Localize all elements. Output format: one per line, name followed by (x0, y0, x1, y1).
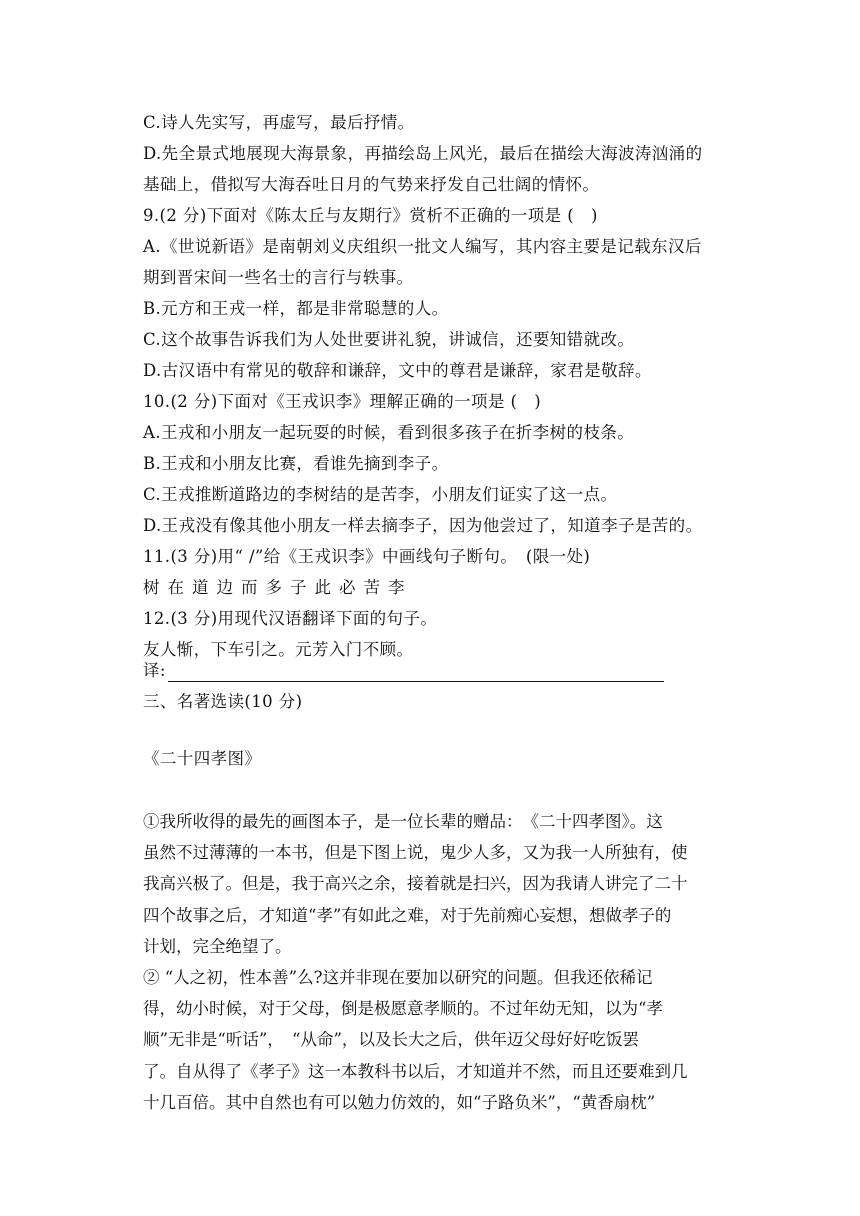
paragraph-line: 计划，完全绝望了。 (143, 936, 292, 956)
paragraph-line: 十几百倍。其中自然也有可以勉力仿效的，如“子路负米”，“黄香扇枕” (143, 1092, 656, 1112)
q10-option-d: D.王戎没有像其他小朋友一样去摘李子，因为他尝过了，知道李子是苦的。 (143, 516, 703, 535)
q9-stem: 9.(2 分)下面对《陈太丘与友期行》赏析不正确的一项是 ( ) (143, 206, 598, 225)
paragraph-line: 我高兴极了。但是，我于高兴之余，接着就是扫兴，因为我请人讲完了二十 (143, 874, 688, 894)
q8-option-d-line1: D.先全景式地展现大海景象，再描绘岛上风光，最后在描绘大海波涛汹涌的 (143, 144, 703, 163)
paragraph-line: 顺”无非是“听话”， “从命”，以及长大之后，供年迈父母好好吃饭罢 (143, 1030, 639, 1050)
section3-title: 三、名著选读(10 分) (143, 692, 303, 711)
q10-option-a: A.王戎和小朋友一起玩耍的时候，看到很多孩子在折李树的枝条。 (143, 423, 635, 442)
q9-option-b: B.元方和王戎一样，都是非常聪慧的人。 (143, 299, 449, 318)
paragraph-line: 虽然不过薄薄的一本书，但是下图上说，鬼少人多，又为我一人所独有，使 (143, 843, 688, 863)
paragraph-line: 了。自从得了《孝子》这一本教科书以后，才知道并不然，而且还要难到几 (143, 1061, 688, 1081)
q8-option-d-line2: 基础上，借拟写大海吞吐日月的气势来抒发自己壮阔的情怀。 (143, 175, 600, 194)
q10-stem: 10.(2 分)下面对《王戎识李》理解正确的一项是 ( ) (143, 392, 542, 411)
q9-option-a-line2: 期到晋宋间一些名士的言行与轶事。 (143, 268, 414, 287)
q12-answer-blank[interactable] (168, 663, 664, 682)
paragraph-line: ①我所收得的最先的画图本子，是一位长辈的赠品： 《二十四孝图》。这 (143, 812, 663, 831)
q11-sentence: 树在道边而多子此必苦李 (143, 578, 413, 597)
paragraph-line: 得，幼小时候，对于父母，倒是极愿意孝顺的。不过年幼无知，以为“孝 (143, 999, 663, 1019)
q10-option-b: B.王戎和小朋友比赛，看谁先摘到李子。 (143, 454, 449, 473)
q12-sentence: 友人惭，下车引之。元芳入门不顾。 (143, 640, 414, 659)
reading-title: 《二十四孝图》 (143, 749, 262, 768)
reading-paragraph-2 (143, 962, 728, 1118)
q9-option-a-line1: A.《世说新语》是南朝刘义庆组织一批文人编写，其内容主要是记载东汉后 (143, 237, 702, 256)
q12-answer-row (143, 660, 728, 682)
paragraph-line: ② “人之初，性本善”么?这并非现在要加以研究的问题。但我还依稀记 (143, 968, 653, 987)
q11-stem: 11.(3 分)用“ /”给《王戎识李》中画线句子断句。 (限一处) (143, 547, 591, 566)
q12-answer-label: 译: (143, 661, 166, 680)
q10-option-c: C.王戎推断道路边的李树结的是苦李，小朋友们证实了这一点。 (143, 485, 618, 504)
q8-option-c: C.诗人先实写，再虚写，最后抒情。 (143, 113, 415, 132)
reading-paragraph-1 (143, 806, 728, 962)
q9-option-c: C.这个故事告诉我们为人处世要讲礼貌，讲诚信，还要知错就改。 (143, 330, 635, 349)
q12-stem: 12.(3 分)用现代汉语翻译下面的句子。 (143, 609, 438, 628)
paragraph-line: 四个故事之后，才知道“孝”有如此之难，对于先前痴心妄想，想做孝子的 (143, 905, 672, 925)
q9-option-d: D.古汉语中有常见的敬辞和谦辞，文中的尊君是谦辞，家君是敬辞。 (143, 361, 652, 380)
